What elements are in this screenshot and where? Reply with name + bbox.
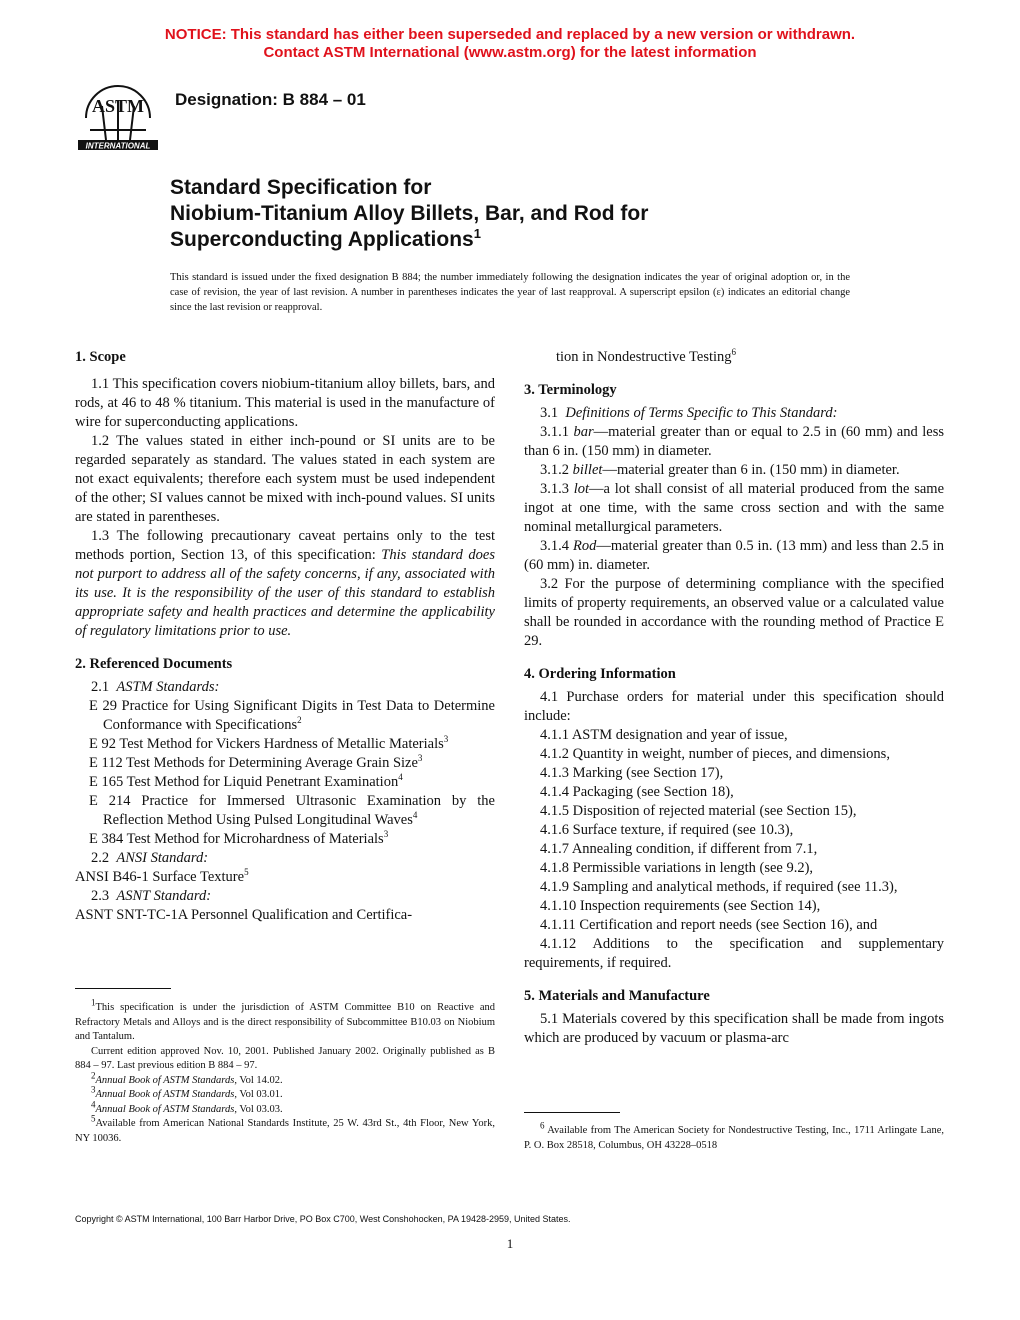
footnote: Current edition approved Nov. 10, 2001. Published January 2002. Originally published as B 884 – 97. Last previous edition B 884 – 97. [75, 1045, 495, 1071]
right-column [524, 348, 944, 1048]
section-heading-ordering: 4. Ordering Information [524, 666, 676, 682]
logo-letters: ASTM [91, 96, 145, 116]
astm-reference: E 165 Test Method for Liquid Penetrant Examination$^4$ [89, 772, 403, 790]
page-number: 1 [506, 1236, 514, 1251]
ordering-item: 4.1.6 Surface texture, if required (see 10.3), [540, 822, 794, 838]
ordering-item: 4.1.1 ASTM designation and year of issue, [540, 727, 788, 743]
title-line-2: Niobium-Titanium Alloy Billets, Bar, and Rod for [170, 202, 649, 225]
astm-reference: E 112 Test Methods for Determining Average Grain Size$^3$ [89, 753, 423, 771]
withdrawal-notice [0, 26, 1020, 62]
title-line-1: Standard Specification for [170, 176, 432, 199]
footnote: $^4$Annual Book of ASTM Standards, Vol 03.03. [91, 1099, 283, 1115]
astm-reference-list [75, 697, 495, 849]
ordering-item: 4.1.10 Inspection requirements (see Section 14), [540, 898, 821, 914]
definitions-list [524, 423, 944, 575]
section-heading-referenced: 2. Referenced Documents [75, 656, 233, 672]
definition-item: 3.1.4 Rod—material greater than 0.5 in. (13 mm) and less than 2.5 in (60 mm) in. diameter. [524, 538, 944, 573]
footnote: $^1$This specification is under the jurisdiction of ASTM Committee B10 on Reactive and Refractory Metals and Alloys and is the direct responsibility of Subcommittee B10.03 on Niobium and Tantalum. [75, 997, 495, 1042]
ordering-item: 4.1.9 Sampling and analytical methods, if required (see 11.3), [540, 879, 898, 895]
ordering-item: 4.1.5 Disposition of rejected material (see Section 15), [540, 803, 857, 819]
paragraph-4-1: 4.1 Purchase orders for material under this specification should include: [524, 689, 944, 724]
asnt-standard-label: 2.3 ASNT Standard: [91, 888, 212, 904]
astm-reference: E 29 Practice for Using Significant Digits in Test Data to Determine Conformance with Specifications$^2$ [89, 698, 495, 733]
ordering-item: 4.1.8 Permissible variations in length (see 9.2), [540, 860, 814, 876]
document-title [170, 175, 648, 253]
copyright: Copyright © ASTM International, 100 Barr Harbor Drive, PO Box C700, West Conshohocken, PA 19428-2959, United States. [75, 1214, 571, 1224]
ordering-item: 4.1.3 Marking (see Section 17), [540, 765, 724, 781]
paragraph-1-2: 1.2 The values stated in either inch-pound or SI units are to be regarded separately as standard. The values stated in each system are not exact equivalents; therefore each system must be used independent of the other; SI values cannot be mixed with inch-pound values. SI units are stated in parentheses. [75, 433, 495, 525]
footnotes-left [75, 997, 495, 1146]
paragraph-3-2: 3.2 For the purpose of determining compliance with the specified limits of property requirements, an observed value or a calculated value shall be rounded in accordance with the rounding method of Practice E 29. [524, 576, 944, 649]
footnote: $^2$Annual Book of ASTM Standards, Vol 14.02. [91, 1070, 283, 1086]
ansi-standard-label: 2.2 ANSI Standard: [91, 850, 209, 866]
footnote-divider-left [75, 988, 171, 989]
astm-reference: E 92 Test Method for Vickers Hardness of Metallic Materials$^3$ [89, 734, 449, 752]
paragraph-1-3: 1.3 The following precautionary caveat pertains only to the test methods portion, Section 13, of this specification: This standard does not purport to address all of the safety concerns, if any, associated with its use. It is the responsibility of the user of this standard to establish appropriate safety and health practices and determine the applicability of regulatory limitations prior to use. [75, 528, 495, 639]
definition-item: 3.1.2 billet—material greater than 6 in. (150 mm) in diameter. [540, 462, 900, 478]
notice-line-2: Contact ASTM International (www.astm.org) for the latest information [263, 44, 757, 61]
ansi-reference: ANSI B46-1 Surface Texture$^5$ [75, 867, 249, 885]
footnote-6: $^6$ Available from The American Society for Nondestructive Testing, Inc., 1711 Arlingate Lane, P. O. Box 28518, Columbus, OH 43228–0518 [524, 1120, 945, 1151]
asnt-reference-continued: tion in Nondestructive Testing$^6$ [556, 347, 737, 365]
logo-word: INTERNATIONAL [85, 141, 151, 150]
ordering-item: 4.1.4 Packaging (see Section 18), [540, 784, 734, 800]
astm-logo [76, 78, 160, 150]
ordering-item: 4.1.2 Quantity in weight, number of pieces, and dimensions, [540, 746, 890, 762]
footnote: $^3$Annual Book of ASTM Standards, Vol 03.01. [91, 1084, 283, 1100]
preamble: This standard is issued under the fixed designation B 884; the number immediately following the designation indicates the year of original adoption or, in the case of revision, the year of last revision. A number in parentheses indicates the year of last reapproval. A superscript epsilon (ε) indicates an editorial change since the last revision or reapproval. [170, 272, 850, 313]
notice-line-1: NOTICE: This standard has either been superseded and replaced by a new version or withdrawn. [164, 26, 856, 43]
paragraph-5-1: 5.1 Materials covered by this specification shall be made from ingots which are produced by vacuum or plasma-arc [524, 1011, 944, 1046]
definition-item: 3.1.3 lot—a lot shall consist of all material produced from the same ingot at one time, with the same cross section and with the same nominal metallurgical parameters. [524, 481, 944, 535]
astm-standards-label: 2.1 ASTM Standards: [91, 679, 220, 695]
ordering-item: 4.1.7 Annealing condition, if different from 7.1, [540, 841, 818, 857]
astm-reference: E 384 Test Method for Microhardness of Materials$^3$ [89, 829, 389, 847]
section-heading-terminology: 3. Terminology [524, 382, 617, 398]
section-heading-materials: 5. Materials and Manufacture [524, 988, 710, 1004]
footnote: $^5$Available from American National Standards Institute, 25 W. 43rd St., 4th Floor, New York, NY 10036. [75, 1113, 495, 1144]
footnote-divider-right [524, 1112, 620, 1113]
section-heading-scope: 1. Scope [75, 349, 126, 365]
ordering-item: 4.1.12 Additions to the specification and supplementary requirements, if required. [524, 936, 944, 971]
designation: Designation: B 884 – 01 [175, 90, 366, 109]
title-footnote-mark: 1 [473, 226, 481, 241]
paragraph-1-1: 1.1 This specification covers niobium-titanium alloy billets, bars, and rods, at 46 to 48 % titanium. This material is used in the manufacture of wire for superconducting applications. [75, 376, 495, 430]
title-line-3: Superconducting Applications$^1$ [170, 226, 481, 251]
ordering-items [524, 726, 944, 973]
ordering-item: 4.1.11 Certification and report needs (see Section 16), and [540, 917, 878, 933]
astm-reference: E 214 Practice for Immersed Ultrasonic Examination by the Reflection Method Using Pulsed Longitudinal Waves$^4$ [89, 793, 495, 828]
paragraph-3-1: 3.1 Definitions of Terms Specific to This Standard: [540, 405, 838, 421]
left-column [75, 348, 495, 925]
asnt-reference: ASNT SNT-TC-1A Personnel Qualification and Certifica- [75, 907, 413, 923]
definition-item: 3.1.1 bar—material greater than or equal to 2.5 in (60 mm) and less than 6 in. (150 mm) in diameter. [524, 424, 944, 459]
